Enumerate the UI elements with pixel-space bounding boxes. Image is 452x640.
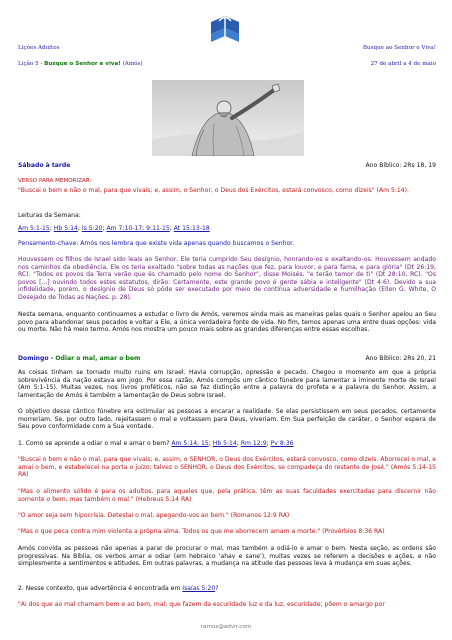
q1-ref-link[interactable]: Rm 12:9 [240, 440, 267, 447]
day-heading-sabado: Sábado à tarde [18, 162, 71, 169]
leituras-list: Am 5:1-15; Hb 5:14; Is 5:20; Am 7:10-17; 9:11-15; At 15:13-18 [18, 225, 210, 232]
leitura-link[interactable]: Am 7:10-17; 9:11-15 [106, 225, 170, 232]
lesson-prefix: Lição 5 - [18, 61, 45, 67]
lesson-line [18, 61, 143, 68]
prophet-sketch-icon [152, 80, 304, 156]
q1-ref-link[interactable]: Hb 5:14 [212, 440, 237, 447]
leitura-link[interactable]: Is 5:20 [81, 225, 103, 232]
verso-label: VERSO PARA MEMORIZAR: [18, 178, 92, 184]
q1-ref-link[interactable]: Pv 8:36 [270, 440, 294, 447]
question-2-suffix: ? [215, 585, 219, 592]
footer-email: ramos@advir.com [200, 624, 252, 630]
sabado-paragraph-2: Nesta semana, enquanto continuamos a estudar o livro de Amós, veremos ainda mais as maneiras pelas quais o Senhor apelou ao Seu povo para abandonar seus pecados e voltar a Ele, a única verdadeira fonte de vida. No fim, temos apenas uma entre duas opções: vida ou morte. Não há meio termo. Amós nos mostra um pouco mais sobre as grandes diferenças entre essas escolhas. [18, 311, 436, 334]
leitura-link[interactable]: Am 5:1-15 [18, 225, 50, 232]
q1-ref-link[interactable]: Am 5:14, 15 [171, 440, 209, 447]
header-left: Lições Adultos [18, 45, 60, 51]
q2-ref-link[interactable]: Isaías 5:20 [182, 585, 216, 592]
question-2 [18, 585, 218, 593]
question-1-text: 1. Como se aprende a odiar o mal e amar o bem? [18, 440, 172, 447]
domingo-title: Odiar o mal, amar o bem [55, 355, 141, 362]
header-right: Busque ao Senhor e Viva! [362, 45, 436, 51]
leitura-link[interactable]: At 15:13-18 [173, 225, 210, 232]
lesson-suffix: (Amós) [120, 61, 143, 67]
verso-text: "Buscai o bem e não o mal, para que vivais; e, assim, o Senhor, o Deus dos Exércitos, estará convosco, como dizeis" (Am 5:14). [18, 187, 409, 194]
prophet-illustration [152, 80, 304, 156]
leituras-label: Leituras da Semana: [18, 212, 81, 219]
lesson-dates: 27 de abril a 4 de maio [370, 61, 436, 67]
reference-romanos: "O amor seja sem hipocrisia. Detestai o mal, apegando-vos ao bem." (Romanos 12:9 RA) [18, 512, 290, 519]
domingo-paragraph-1: As coisas tinham se tornado muito ruins em Israel. Havia corrupção, opressão e pecado. Chegou o momento em que a própria sobrevivência da nação estava em jogo. Por essa razão, Amós compôs um cântico fúnebre para lamentar a iminente morte de Israel (Am 5:1-15). Muitas vezes, nos livros proféticos, não se faz distinção entre a palavra do profeta e a palavra do Senhor. Assim, a lamentação de Amós é também a lamentação de Deus sobre Israel. [18, 369, 436, 399]
ano-biblico-sabado: Ano Bíblico: 2Rs 18, 19 [365, 162, 436, 169]
reference-amos: "Buscai o bem e não o mal, para que vivais; e, assim, o SENHOR, o Deus dos Exércitos, estará convosco, como dizeis. Aborrecei o mal, e amai o bem, e estabelecei na porta o juízo; talvez o SENHOR, o Deus dos Exércitos, se compadeça do restante de José." (Amós 5:14-15 RA) [18, 456, 436, 479]
adventist-logo-icon [205, 12, 245, 48]
reference-proverbios: "Mas o que peca contra mim violenta a própria alma. Todos os que me aborrecem amam a morte." (Provérbios 8:36 RA) [18, 528, 385, 535]
leitura-link[interactable]: Hb 5:14 [53, 225, 78, 232]
question-1: 1. Como se aprende a odiar o mal e amar o bem? Am 5:14, 15; Hb 5:14; Rm 12:9; Pv 8:36 [18, 440, 294, 447]
sabado-paragraph-1: Houvessem os filhos de Israel sido leais ao Senhor, Ele teria cumprido Seu desígnio, honrando-os e exaltando-os. Houvessem andado nos caminhos da obediência, Ele os teria exaltado "sobre todas as nações que fez, para louvor, e para fama, e para glória" (Dt 26:19, RC). "Todos os povos da Terra verão que és chamado pelo nome do Senhor", disse Moisés, "e terão temor de ti" (Dt 28:10, RC). "Os povos [...] ouvindo todos estes estatutos, dirão: Certamente, este grande povo é gente sábia e inteligente" (Dt 4:6). Devido a sua infidelidade, porém, o desígnio de Deus só pôde ser executado por meio de contínua adversidade e humilhação (Ellen G. White, O Desejado de Todas as Nações, p. 28). [18, 256, 436, 301]
domingo-paragraph-3: Amós convida as pessoas não apenas a parar de procurar o mal, mas também a odiá-lo e amar o bem. Nesta seção, as ordens são progressivas. Na Bíblia, os verbos amar e odiar (em hebraico 'ahav e sane'), muitas vezes se referem a decisões e ações, e não simplesmente a sentimentos e atitudes. Em outras palavras, a mudança na atitude das pessoas leva à mudança em suas ações. [18, 545, 436, 568]
reference-isaias: "Ai dos que ao mal chamam bem e ao bem, mal; que fazem da escuridade luz e da luz, escuridade; põem o amargo por [18, 601, 385, 608]
question-2-text: 2. Nesse contexto, que advertência é encontrada em [18, 585, 183, 592]
domingo-paragraph-2: O objetivo desse cântico fúnebre era estimular as pessoas a encarar a realidade. Se elas persistissem em seus pecados, certamente morreriam. Se, por outro lado, rejeitassem o mal e voltassem para Deus, viveriam. Em Sua perfeição de caráter, o Senhor espera de Seu povo conformidade com a Sua vontade. [18, 408, 436, 431]
lesson-title: Busque o Senhor e viva! [44, 61, 121, 67]
logo [205, 12, 245, 48]
domingo-day: Domingo - [18, 355, 56, 362]
reference-hebreus: "Mas o alimento sólido é para os adultos, para aqueles que, pela prática, têm as suas faculdades exercitadas para discernir não somente o bem, mas também o mal." (Hebreus 5:14 RA) [18, 488, 436, 503]
pensamento-chave: Pensamento-chave: Amós nos lembra que existe vida apenas quando buscamos o Senhor. [18, 240, 295, 247]
ano-biblico-domingo: Ano Bíblico: 2Rs 20, 21 [365, 355, 436, 362]
day-heading-domingo [18, 355, 140, 363]
